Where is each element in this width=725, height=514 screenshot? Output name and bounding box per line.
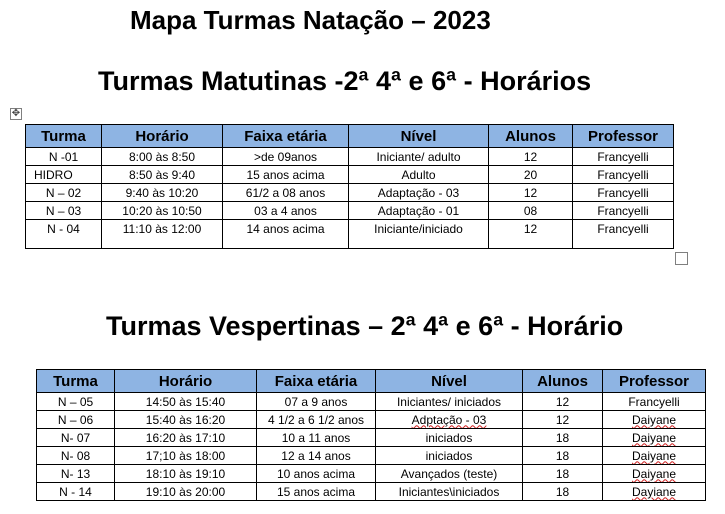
cell-turma[interactable]: N -01 — [26, 148, 102, 166]
table-header-row — [37, 370, 706, 393]
cell-turma[interactable]: N- 08 — [37, 447, 115, 465]
spellcheck-text: Daiyane — [631, 412, 677, 427]
cell-professor[interactable]: Francyelli — [573, 148, 674, 166]
cell-alunos[interactable]: 12 — [523, 393, 603, 411]
header-faixa-etaria: Faixa etária — [257, 370, 376, 393]
table-row — [26, 166, 674, 184]
header-nivel: Nível — [376, 370, 523, 393]
cell-faixa-etaria[interactable]: 12 a 14 anos — [257, 447, 376, 465]
cell-nivel[interactable]: Adaptação - 03 — [349, 184, 489, 202]
cell-alunos[interactable]: 18 — [523, 483, 603, 501]
cell-alunos[interactable]: 12 — [523, 411, 603, 429]
table-row — [26, 202, 674, 220]
cell-professor[interactable]: Francyelli — [573, 220, 674, 249]
cell-alunos[interactable]: 18 — [523, 429, 603, 447]
header-nivel: Nível — [349, 125, 489, 148]
header-turma: Turma — [37, 370, 115, 393]
spellcheck-text: Daiyane — [631, 448, 677, 463]
header-professor: Professor — [603, 370, 706, 393]
cell-nivel[interactable]: Avançados (teste) — [376, 465, 523, 483]
table-row — [26, 184, 674, 202]
morning-section-title: Turmas Matutinas -2ª 4ª e 6ª - Horários — [98, 66, 592, 96]
cell-nivel[interactable] — [376, 411, 523, 429]
cell-alunos[interactable]: 18 — [523, 465, 603, 483]
afternoon-section-title: Turmas Vespertinas – 2ª 4ª e 6ª - Horário — [106, 311, 624, 341]
cell-horario[interactable]: 8:00 às 8:50 — [102, 148, 223, 166]
header-professor: Professor — [573, 125, 674, 148]
header-alunos: Alunos — [489, 125, 573, 148]
afternoon-classes-table — [36, 369, 706, 501]
cell-alunos[interactable]: 18 — [523, 447, 603, 465]
cell-alunos[interactable]: 20 — [489, 166, 573, 184]
cell-faixa-etaria[interactable]: 03 a 4 anos — [223, 202, 349, 220]
table-row — [37, 447, 706, 465]
cell-faixa-etaria[interactable]: 07 a 9 anos — [257, 393, 376, 411]
cell-horario[interactable]: 18:10 às 19:10 — [115, 465, 257, 483]
cell-faixa-etaria[interactable]: 61/2 a 08 anos — [223, 184, 349, 202]
cell-professor[interactable] — [603, 429, 706, 447]
cell-faixa-etaria[interactable]: 15 anos acima — [257, 483, 376, 501]
header-horario: Horário — [102, 125, 223, 148]
cell-turma[interactable]: N – 06 — [37, 411, 115, 429]
cell-faixa-etaria[interactable]: 14 anos acima — [223, 220, 349, 249]
cell-turma[interactable]: N - 14 — [37, 483, 115, 501]
cell-professor[interactable] — [603, 411, 706, 429]
cell-turma[interactable]: N - 04 — [26, 220, 102, 249]
table-row — [37, 429, 706, 447]
cell-nivel[interactable]: Iniciante/iniciado — [349, 220, 489, 249]
cell-alunos[interactable]: 12 — [489, 148, 573, 166]
cell-nivel[interactable]: Iniciantes\iniciados — [376, 483, 523, 501]
header-faixa-etaria: Faixa etária — [223, 125, 349, 148]
cell-nivel[interactable]: iniciados — [376, 447, 523, 465]
header-horario: Horário — [115, 370, 257, 393]
cell-faixa-etaria[interactable]: 10 anos acima — [257, 465, 376, 483]
cell-nivel[interactable]: Iniciante/ adulto — [349, 148, 489, 166]
morning-classes-table — [25, 124, 674, 249]
cell-turma[interactable]: N – 02 — [26, 184, 102, 202]
header-turma: Turma — [26, 125, 102, 148]
table-row — [37, 465, 706, 483]
cell-nivel[interactable]: Adulto — [349, 166, 489, 184]
cell-professor[interactable]: Francyelli — [573, 202, 674, 220]
cell-turma[interactable]: N- 07 — [37, 429, 115, 447]
cell-professor[interactable]: Francyelli — [573, 184, 674, 202]
cell-alunos[interactable]: 08 — [489, 202, 573, 220]
cell-professor[interactable] — [603, 483, 706, 501]
cell-professor[interactable] — [603, 447, 706, 465]
cell-turma[interactable]: N – 05 — [37, 393, 115, 411]
resize-square-icon[interactable] — [675, 252, 688, 265]
table-row — [26, 148, 674, 166]
cell-professor[interactable]: Francyelli — [573, 166, 674, 184]
table-row — [37, 393, 706, 411]
cell-horario[interactable]: 17;10 às 18:00 — [115, 447, 257, 465]
spellcheck-text: Dayiane — [631, 484, 677, 499]
cell-horario[interactable]: 19:10 às 20:00 — [115, 483, 257, 501]
cell-alunos[interactable]: 12 — [489, 184, 573, 202]
cell-horario[interactable]: 8:50 às 9:40 — [102, 166, 223, 184]
cell-horario[interactable]: 15:40 às 16:20 — [115, 411, 257, 429]
cell-faixa-etaria[interactable]: 4 1/2 a 6 1/2 anos — [257, 411, 376, 429]
cell-horario[interactable]: 11:10 às 12:00 — [102, 220, 223, 249]
header-alunos: Alunos — [523, 370, 603, 393]
cell-horario[interactable]: 14:50 às 15:40 — [115, 393, 257, 411]
cell-turma[interactable]: N – 03 — [26, 202, 102, 220]
cell-professor[interactable]: Francyelli — [603, 393, 706, 411]
document-title: Mapa Turmas Natação – 2023 — [130, 5, 491, 35]
cell-horario[interactable]: 10:20 às 10:50 — [102, 202, 223, 220]
table-row — [26, 220, 674, 249]
table-header-row — [26, 125, 674, 148]
cell-nivel[interactable]: Adaptação - 01 — [349, 202, 489, 220]
spellcheck-text: Daiyane — [631, 430, 677, 445]
cell-turma[interactable]: N- 13 — [37, 465, 115, 483]
cell-nivel[interactable]: Iniciantes/ iniciados — [376, 393, 523, 411]
cell-professor[interactable] — [603, 465, 706, 483]
table-row — [37, 411, 706, 429]
move-arrows-icon[interactable]: ✥ — [11, 108, 21, 119]
cell-alunos[interactable]: 12 — [489, 220, 573, 249]
cell-faixa-etaria[interactable]: >de 09anos — [223, 148, 349, 166]
spellcheck-text: Daiyane — [631, 466, 677, 481]
cell-nivel[interactable]: iniciados — [376, 429, 523, 447]
spellcheck-text: Adptação - 03 — [411, 412, 487, 427]
cell-faixa-etaria[interactable]: 15 anos acima — [223, 166, 349, 184]
cell-faixa-etaria[interactable]: 10 a 11 anos — [257, 429, 376, 447]
cell-turma[interactable]: HIDRO — [26, 166, 102, 184]
cell-horario[interactable]: 9:40 às 10:20 — [102, 184, 223, 202]
cell-horario[interactable]: 16:20 às 17:10 — [115, 429, 257, 447]
table-row — [37, 483, 706, 501]
